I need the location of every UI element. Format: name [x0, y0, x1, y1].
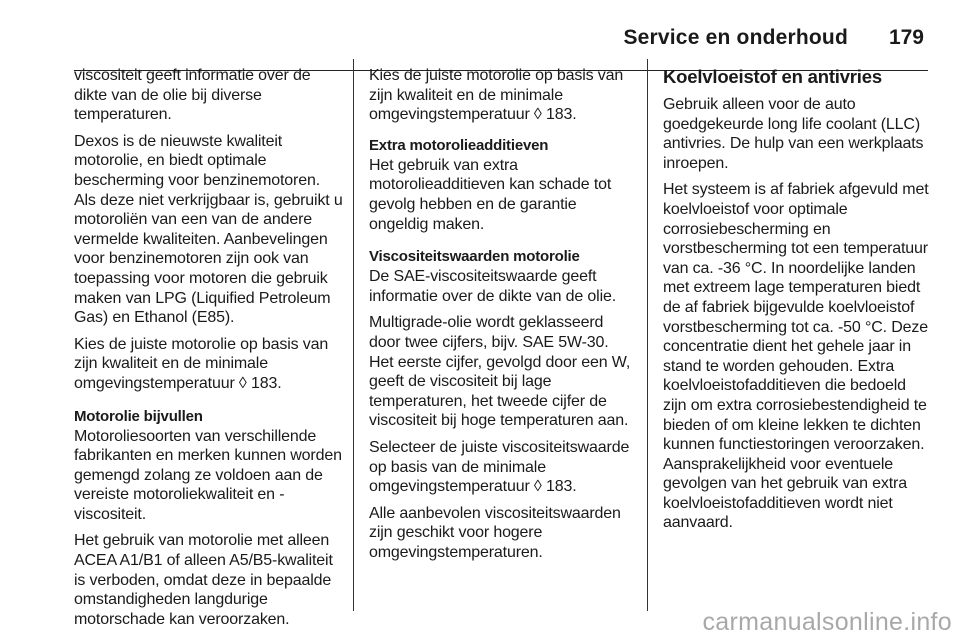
paragraph: Alle aanbevolen viscositeitswaarden zijn geschikt voor hogere omgevingstemperaturen. [369, 504, 621, 561]
column-divider-right [647, 59, 648, 611]
text-column-middle [369, 66, 637, 569]
paragraph: Kies de juiste motorolie op basis van zijn kwaliteit en de minimale omgevingstemperatuur ◊ 183. [74, 335, 329, 392]
section-heading-koelvloeistof: Koelvloeistof en antivries [663, 66, 882, 87]
paragraph: Selecteer de juiste viscositeitswaarde op basis van de minimale omgevingstemperatuur ◊ 183. [369, 438, 630, 496]
paragraph: Kies de juiste motorolie op basis van zijn kwaliteit en de minimale omgevingstemperatuur ◊ 183. [369, 67, 624, 124]
paragraph: De SAE-viscositeitswaarde geeft informatie over de dikte van de olie. [369, 268, 617, 305]
paragraph: Gebruik alleen voor de auto goedgekeurde long life coolant (LLC) antivries. De hulp van een werkplaats inroepen. [663, 96, 924, 172]
paragraph: Het gebruik van extra motorolieadditieven kan schade tot gevolg hebben en de garantie ongeldig maken. [369, 156, 612, 233]
section-title: Service en onderhoud [623, 26, 848, 49]
paragraph: Het gebruik van motorolie met alleen ACEA A1/B1 of alleen A5/B5-kwaliteit is verboden, omdat deze in bepaalde omstandigheden langdurige motorschade kan veroorzaken. [74, 532, 333, 628]
paragraph: Dexos is de nieuwste kwaliteit motorolie, en biedt optimale bescherming voor benzinemotoren. Als deze niet verkrijgbaar is, gebruikt u motoroliën van een van de andere vermelde kwaliteiten. Aanbevelingen voor benzinemotoren zijn ook van toepassing voor motoren die gebruik maken van LPG (Liquified Petroleum Gas) en Ethanol (E85). [74, 132, 343, 327]
paragraph: viscositeit geeft informatie over de dikte van de olie bij diverse temperaturen. [74, 67, 311, 124]
watermark-text: carmanualsonline.info [702, 608, 952, 636]
page-number: 179 [888, 26, 924, 49]
paragraph: Motoroliesoorten van verschillende fabrikanten en merken kunnen worden gemengd zolang ze voldoen aan de vereiste motoroliekwaliteit en -viscositeit. [74, 427, 342, 523]
text-column-right [663, 66, 933, 540]
paragraph: Het systeem is af fabriek afgevuld met koelvloeistof voor optimale corrosiebescherming en vorstbescherming tot een temperatuur van ca. -36 °C. In noordelijke landen met extreem lage temperaturen biedt de af fabriek bijgevulde koelvloeistof vorstbescherming tot ca. -50 °C. Deze concentratie dient het gehele jaar in stand te worden gehouden. Extra koelvloeistofadditieven die bedoeld zijn om extra corrosiebestendigheid te bieden of om kleine lekken te dichten kunnen functiestoringen veroorzaken. Aansprakelijkheid voor eventuele gevolgen van het gebruik van extra koelvloeistofadditieven wordt niet aanvaard. [663, 181, 929, 532]
paragraph: Multigrade-olie wordt geklasseerd door twee cijfers, bijv. SAE 5W-30. Het eerste cijfer, gevolgd door een W, geeft de viscositeit bij lage temperaturen, het tweede cijfer de viscositeit bij hoge temperaturen aan. [369, 314, 631, 430]
subheading-extra-motorolieadditieven: Extra motorolieadditieven [369, 136, 549, 154]
column-divider-left [353, 59, 354, 611]
text-column-left [74, 66, 344, 636]
page-header [74, 22, 928, 52]
subheading-viscositeitswaarden: Viscositeitswaarden motorolie [369, 248, 580, 266]
subheading-motorolie-bijvullen: Motorolie bijvullen [74, 407, 203, 425]
